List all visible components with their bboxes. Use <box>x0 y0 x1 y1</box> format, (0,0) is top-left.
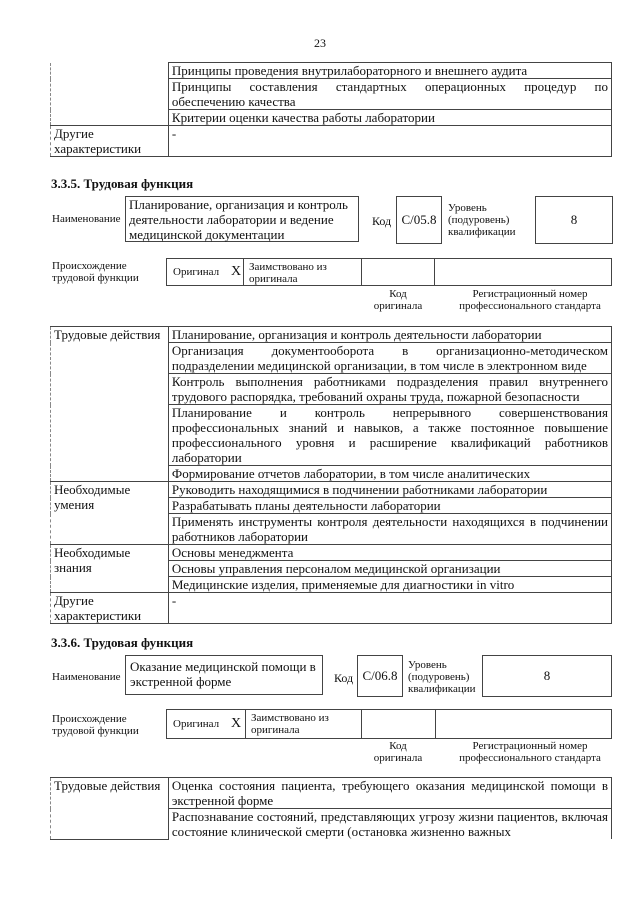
actions-label: Трудовые действия <box>51 778 169 840</box>
page-number: 23 <box>314 36 326 50</box>
function-name-box: Оказание медицинской помощи в экстренной форме <box>125 655 323 695</box>
original-label: Оригинал <box>173 718 220 730</box>
original-label: Оригинал <box>173 266 220 278</box>
knowledge-label: Необходимые знания <box>51 545 169 593</box>
actions-label: Трудовые действия <box>51 327 169 482</box>
qualification-level-value: 8 <box>482 655 612 697</box>
code-value: C/06.8 <box>357 655 403 697</box>
other-characteristics-value: - <box>168 126 611 157</box>
function-details-table <box>50 326 612 624</box>
knowledge-row: Основы управления персоналом медицинской организации <box>168 561 611 577</box>
action-row: Формирование отчетов лаборатории, в том числе аналитических <box>168 466 611 482</box>
origin-label: Происхождение трудовой функции <box>52 713 139 737</box>
code-label: Код <box>372 214 392 228</box>
other-characteristics-label: Другие характеристики <box>51 126 169 157</box>
skills-label: Необходимые умения <box>51 482 169 545</box>
top-knowledge-table <box>50 62 612 157</box>
action-row: Организация документооборота в организационно-методическом подразделении медицинской организации, в том числе в электронном виде <box>168 343 611 374</box>
code-original-label: Код оригинала <box>373 740 423 764</box>
origin-box <box>166 258 612 286</box>
action-row: Распознавание состояний, представляющих угрозу жизни пациентов, включая состояние клинической смерти (остановка жизненно важных <box>168 809 611 840</box>
origin-label: Происхождение трудовой функции <box>52 260 139 284</box>
origin-divider <box>435 710 436 738</box>
knowledge-row: Принципы составления стандартных операционных процедур по обеспечению качества <box>168 79 611 110</box>
reg-number-label: Регистрационный номер профессионального стандарта <box>459 288 601 312</box>
code-original-label: Код оригинала <box>373 288 423 312</box>
skill-row: Разрабатывать планы деятельности лаборатории <box>168 498 611 514</box>
function-name-box: Планирование, организация и контроль деятельности лаборатории и ведение медицинской документации <box>125 196 359 242</box>
original-mark: X <box>231 716 242 731</box>
action-row: Оценка состояния пациента, требующего оказания медицинской помощи в экстренной форме <box>168 778 611 809</box>
origin-divider <box>243 259 244 285</box>
code-value: C/05.8 <box>396 196 442 244</box>
origin-divider <box>361 259 362 285</box>
qualification-level-value: 8 <box>535 196 613 244</box>
knowledge-row: Критерии оценки качества работы лаборатории <box>168 110 611 126</box>
original-mark: X <box>231 264 242 279</box>
action-row: Контроль выполнения работниками подразделения правил внутреннего трудового распорядка, требований охраны труда, пожарной безопасности <box>168 374 611 405</box>
borrowed-label: Заимствовано из оригинала <box>251 712 329 736</box>
qualification-level-label: Уровень (подуровень) квалификации <box>448 202 516 238</box>
skill-row: Применять инструменты контроля деятельности находящихся в подчинении работников лаборатории <box>168 514 611 545</box>
knowledge-label-cell <box>51 63 169 126</box>
origin-box <box>166 709 612 739</box>
knowledge-row: Основы менеджмента <box>168 545 611 561</box>
borrowed-label: Заимствовано из оригинала <box>249 261 327 285</box>
skill-row: Руководить находящимися в подчинении работниками лаборатории <box>168 482 611 498</box>
action-row: Планирование, организация и контроль деятельности лаборатории <box>168 327 611 343</box>
name-label: Наименование <box>52 213 121 225</box>
name-label: Наименование <box>52 671 121 683</box>
knowledge-row: Принципы проведения внутрилабораторного и внешнего аудита <box>168 63 611 79</box>
section-title: 3.3.6. Трудовая функция <box>51 635 194 650</box>
action-row: Планирование и контроль непрерывного совершенствования профессиональных знаний и навыков, а также постоянное повышение профессионального уровня и расширение квалификаций работников лаборатории <box>168 405 611 466</box>
origin-divider <box>434 259 435 285</box>
code-label: Код <box>334 671 354 685</box>
origin-divider <box>361 710 362 738</box>
section-title: 3.3.5. Трудовая функция <box>51 176 194 191</box>
origin-divider <box>245 710 246 738</box>
qualification-level-label: Уровень (подуровень) квалификации <box>408 659 476 695</box>
other-characteristics-value: - <box>168 593 611 624</box>
function-details-table <box>50 777 612 840</box>
other-characteristics-label: Другие характеристики <box>51 593 169 624</box>
knowledge-row: Медицинские изделия, применяемые для диагностики in vitro <box>168 577 611 593</box>
reg-number-label: Регистрационный номер профессионального стандарта <box>459 740 601 764</box>
